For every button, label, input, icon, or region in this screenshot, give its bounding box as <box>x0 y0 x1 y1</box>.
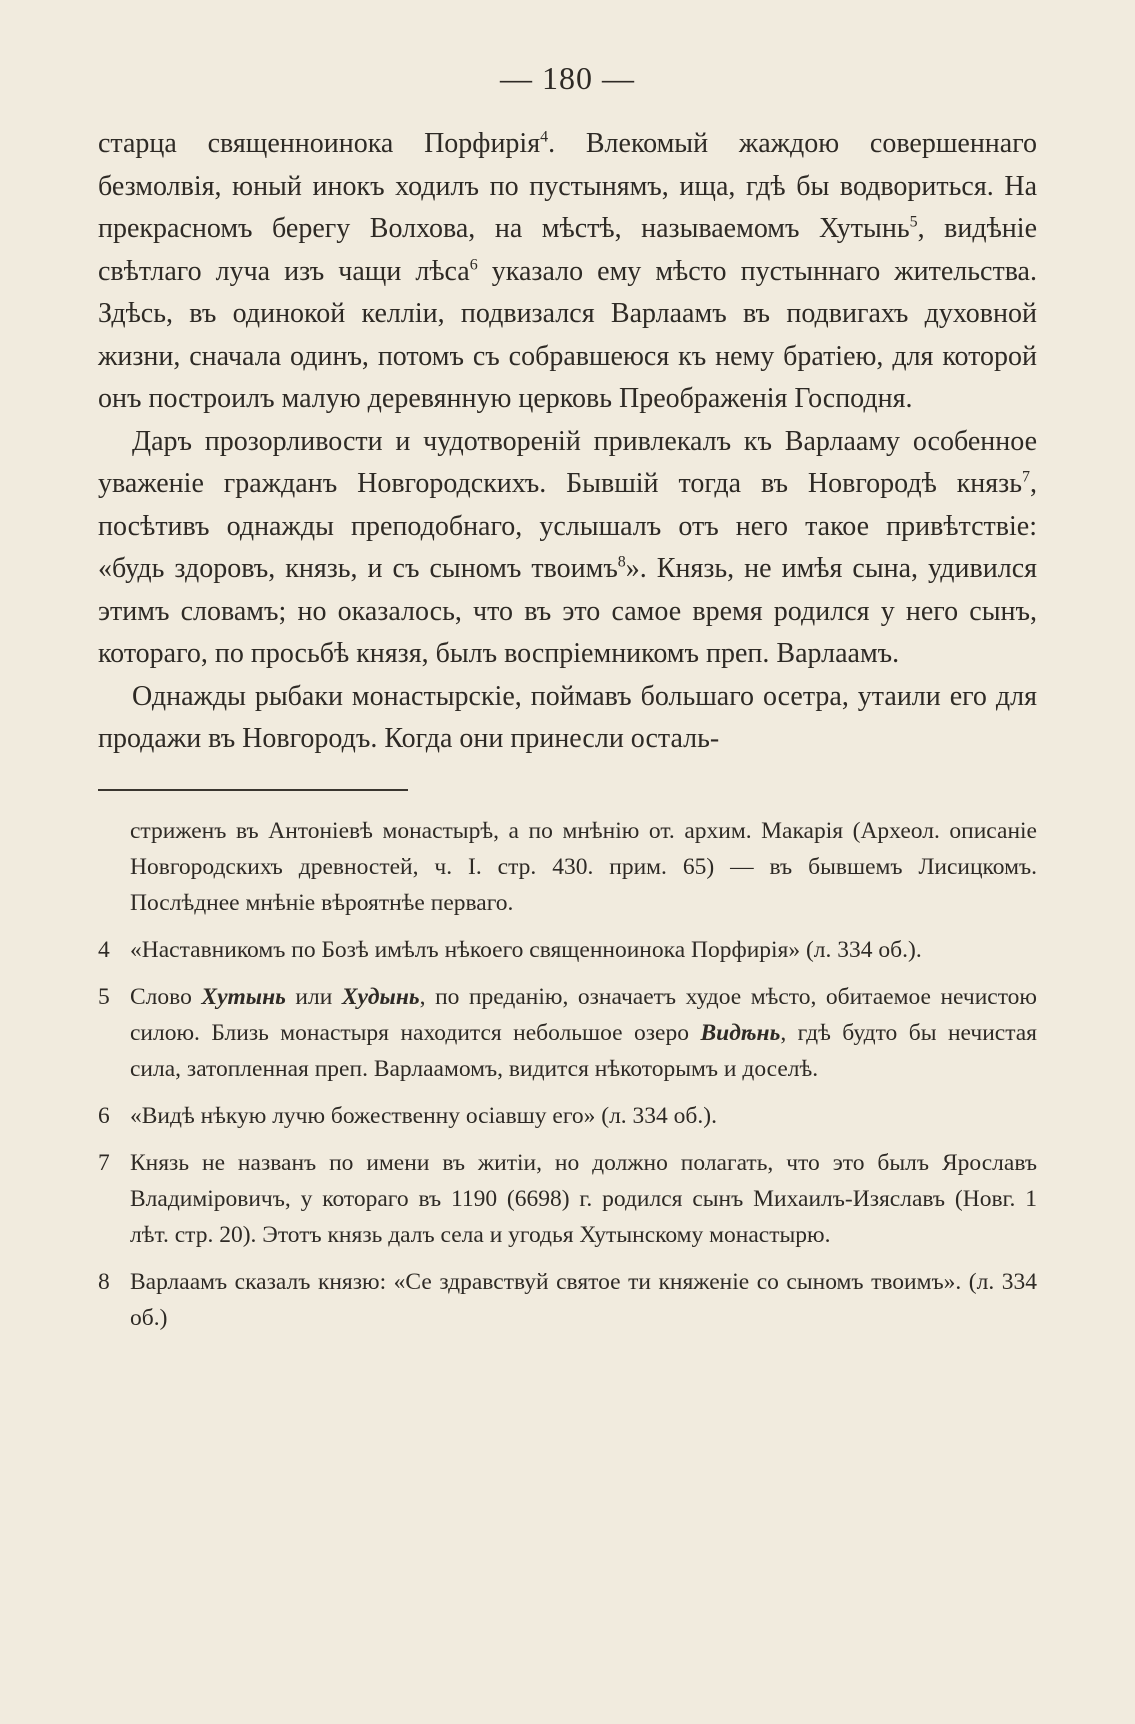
footnote-number: 8 <box>98 1268 110 1295</box>
footnote-8 <box>98 1264 1037 1336</box>
footnote-ref-7: 7 <box>1022 468 1030 486</box>
footnote-text <box>130 979 1037 1087</box>
footnote-number: 5 <box>98 983 110 1010</box>
page-number: — 180 — <box>500 60 635 96</box>
emphasis-word: Видѣнь <box>700 1019 781 1046</box>
footnote-4 <box>98 932 1037 968</box>
footnotes <box>98 813 1037 1336</box>
text-segment: указало ему мѣсто пустыннаго жительства. Здѣсь, въ одинокой келліи, подвизался Варлаамъ въ подвигахъ духовной жизни, сначала одинъ, потомъ съ собравшеюся къ нему братіею, для которой онъ построилъ малую деревянную церковь Преображенія Господня. <box>98 255 1037 414</box>
footnote-6 <box>98 1098 1037 1134</box>
text-segment: Даръ прозорливости и чудотвореній привлекалъ къ Варлааму особенное уваженіе гражданъ Новгородскихъ. Бывшій тогда въ Новгородѣ князь <box>98 425 1037 499</box>
emphasis-word: Хутынь <box>201 983 286 1010</box>
footnote-text: Князь не названъ по имени въ житіи, но должно полагать, что это былъ Ярославъ Владиміровичъ, у котораго въ 1190 (6698) г. родился сынъ Михаилъ-Изяславъ (Новг. 1 лѣт. стр. 20). Этотъ князь далъ села и угодья Хутынскому монастырю. <box>130 1149 1037 1248</box>
text-segment: Слово <box>130 983 202 1010</box>
footnote-ref-8: 8 <box>617 553 626 571</box>
paragraph-1 <box>98 123 1037 421</box>
text-segment: или <box>285 983 342 1010</box>
emphasis-word: Худынь <box>341 983 420 1010</box>
text-segment: ». Князь, не имѣя сына, удивился этимъ словамъ; но оказалось, что въ это самое время родился у него сынъ, котораго, по просьбѣ князя, былъ воспріемникомъ преп. Варлаамъ. <box>98 553 1037 669</box>
footnote-divider <box>98 789 408 791</box>
footnote-text: «Видѣ нѣкую лучю божественну осіавшу его» (л. 334 об.). <box>130 1102 717 1129</box>
footnote-ref-5: 5 <box>909 213 918 231</box>
text-segment: . Влекомый жаждою совершеннаго безмолвія, юный инокъ ходилъ по пустынямъ, ища, гдѣ бы водвориться. На прекрасномъ берегу Волхова, на мѣстѣ, называемомъ Хутынь <box>98 128 1038 244</box>
footnote-number: 6 <box>98 1102 110 1129</box>
text-segment: старца священноинока Порфирія <box>98 128 541 159</box>
text-segment: , видѣніе свѣтлаго луча изъ чащи лѣса <box>98 213 1037 287</box>
footnote-text: Варлаамъ сказалъ князю: «Се здравствуй святое ти княженіе со сыномъ твоимъ». (л. 334 об.) <box>130 1268 1037 1331</box>
text-segment: , по преданію, означаетъ худое мѣсто, обитаемое нечистою силою. Близь монастыря находится небольшое озеро <box>130 983 1037 1046</box>
text-segment: Однажды рыбаки монастырскіе, поймавъ большаго осетра, утаили его для продажи въ Новгородъ. Когда они принесли осталь- <box>98 680 1037 754</box>
text-segment: , гдѣ будто бы нечистая сила, затопленная преп. Варлаамомъ, видится нѣкоторымъ и доселѣ. <box>130 1019 1037 1082</box>
footnote-continuation: стриженъ въ Антоніевѣ монастырѣ, а по мнѣнію от. архим. Макарія (Археол. описаніе Новгородскихъ древностей, ч. I. стр. 430. прим. 65) — въ бывшемъ Лисицкомъ. Послѣднее мнѣніе вѣроятнѣе перваго. <box>130 817 1037 916</box>
footnote-5 <box>98 979 1037 1087</box>
paragraph-2 <box>98 421 1037 676</box>
text-segment: , посѣтивъ однажды преподобнаго, услышалъ отъ него такое привѣтствіе: «будь здоровъ, князь, и съ сыномъ твоимъ <box>98 468 1037 584</box>
main-text <box>98 123 1037 761</box>
footnote-ref-4: 4 <box>540 128 549 146</box>
footnote-number: 4 <box>98 936 110 963</box>
footnote-number: 7 <box>98 1149 110 1176</box>
paragraph-3 <box>98 676 1037 761</box>
footnote-7 <box>98 1145 1037 1253</box>
footnote-ref-6: 6 <box>469 256 478 274</box>
footnote-text: «Наставникомъ по Бозѣ имѣлъ нѣкоего священноинока Порфирія» (л. 334 об.). <box>130 936 922 963</box>
